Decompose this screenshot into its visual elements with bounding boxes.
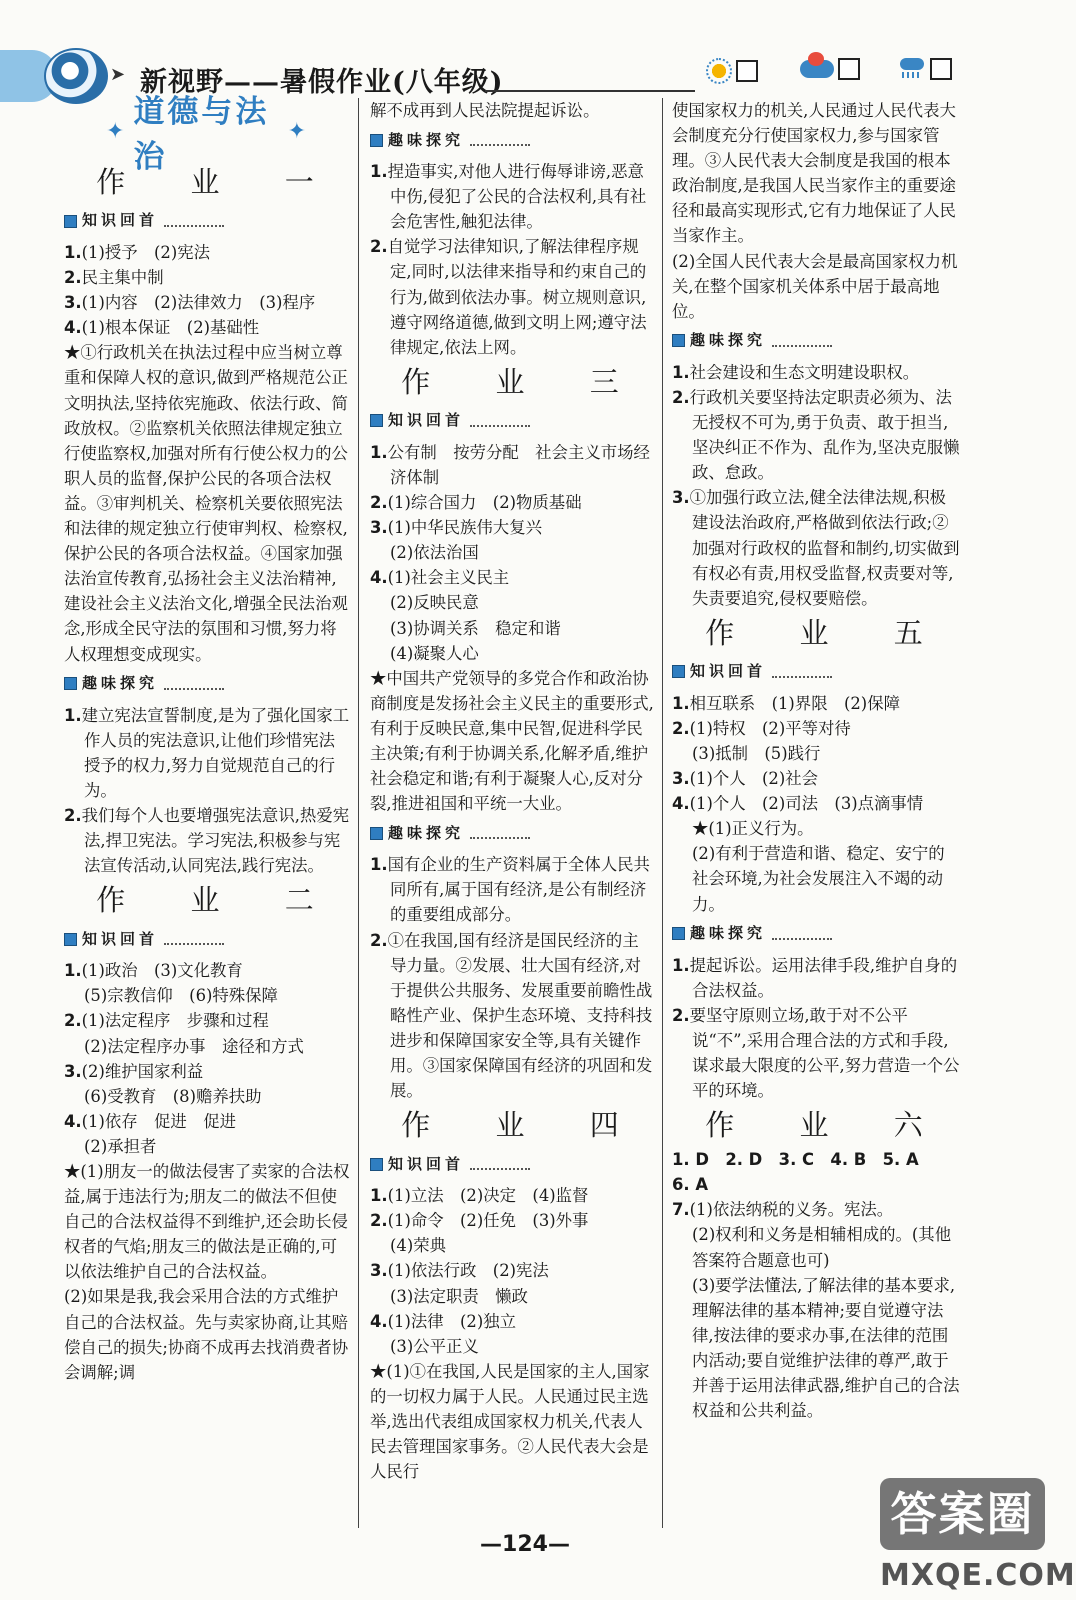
homework-title: 作 业 五 xyxy=(705,615,951,650)
header-title: 新视野——暑假作业(八年级) xyxy=(140,67,504,98)
answer-item: 7.(1)依法纳税的义务。宪法。 xyxy=(672,1200,894,1220)
star-answer: ★(1)正义行为。 xyxy=(692,819,814,839)
section-icon xyxy=(370,414,383,427)
answer-item: 4.(1)依存 促进 促进 xyxy=(64,1111,236,1131)
star-answer: ★(1)①在我国,人民是国家的主人,国家的一切权力属于人民。人民通过民主选举,选出代表组成国家权力机关,代表人民去管理国家事务。②人民代表大会是人民行 xyxy=(370,1361,650,1482)
checkbox-rain[interactable] xyxy=(930,58,952,80)
answer-subline: (2)依法治国 xyxy=(390,543,479,563)
homework-title: 作 业 四 xyxy=(401,1108,647,1143)
globe-logo-icon xyxy=(44,48,108,104)
answer-item: 2.我们每个人也要增强宪法意识,热爱宪法,捍卫宪法。学习宪法,积极参与宪法宣传活动,认同宪法,践行宪法。 xyxy=(64,805,350,876)
answer-item: 3.(1)依法行政 (2)宪法 xyxy=(370,1261,549,1281)
answer-item: 4.(1)根本保证 (2)基础性 xyxy=(64,318,260,338)
cloud-icon xyxy=(800,60,834,78)
answer-item: 1.(1)授予 (2)宪法 xyxy=(64,243,211,262)
weather-cloud xyxy=(800,58,860,80)
answer-subline: (2)权利和义务是相辅相成的。(其他答案符合题意也可) xyxy=(692,1225,952,1270)
watermark-logo xyxy=(880,1478,1076,1600)
answer-subline: (2)承担者 xyxy=(84,1136,157,1156)
column-divider xyxy=(358,98,359,1528)
homework-title: 作 业 二 xyxy=(96,883,342,918)
answer-subline: (3)公平正义 xyxy=(390,1336,479,1356)
weather-rain xyxy=(898,58,952,80)
answer-paragraph: 使国家权力的机关,人民通过人民代表大会制度充分行使国家权力,参与国家管理。③人民代表大会制度是我国的根本政治制度,是我国人民当家作主的重要途径和最高实现形式,它有力地保证了人民当家作主。 xyxy=(672,101,956,246)
checkbox-sun[interactable] xyxy=(736,60,758,82)
answer-item: 1.建立宪法宣誓制度,是为了强化国家工作人员的宪法意识,让他们珍惜宪法授予的权力,努力自觉规范自己的行为。 xyxy=(64,705,350,800)
answer-item: 3.①加强行政立法,健全法律法规,积极建设法治政府,严格做到依法行政;②加强对行政权的监督和制约,切实做到有权必有责,用权受监督,权责要对等,失责要追究,侵权要赔偿。 xyxy=(672,488,960,608)
answer-item: 4.(1)社会主义民主 xyxy=(370,568,510,588)
page-number: —124— xyxy=(480,1532,570,1557)
answer-item: 1.(1)立法 (2)决定 (4)监督 xyxy=(370,1186,589,1206)
multiple-choice-answers: 6. A xyxy=(672,1175,709,1195)
rain-icon xyxy=(898,58,926,80)
homework-title: 作 业 一 xyxy=(96,165,342,199)
answer-subline: (2)反映民意 xyxy=(390,593,479,613)
section-icon xyxy=(64,215,77,228)
answer-paragraph: 解不成再到人民法院提起诉讼。 xyxy=(370,101,600,120)
answer-item: 2.行政机关要坚持法定职责必须为、法无授权不可为,勇于负责、敢于担当,坚决纠正不作为、乱作为,坚决克服懒政、怠政。 xyxy=(672,387,960,483)
answer-paragraph: (2)全国人民代表大会是最高国家权力机关,在整个国家机关体系中居于最高地位。 xyxy=(672,251,958,321)
answer-subline: (3)法定职责 懒政 xyxy=(390,1286,528,1306)
answer-item: 1.(1)政治 (3)文化教育 xyxy=(64,961,243,981)
section-header: 知识回首 xyxy=(370,406,654,436)
subject-label: 道德与法治 xyxy=(133,94,270,175)
answer-item: 1.社会建设和生态文明建设职权。 xyxy=(672,362,920,382)
section-header: 趣味探究 xyxy=(672,326,960,356)
section-header: 知识回首 xyxy=(64,206,350,236)
section-icon xyxy=(672,334,685,347)
weather-sun xyxy=(706,58,758,84)
answer-subline: (3)要学法懂法,了解法律的基本要求,理解法律的基本精神;要自觉遵守法律,按法律的要求办事,在法律的范围内活动;要自觉维护法律的尊严,敢于并善于运用法律武器,维护自己的合法权益和公共利益。 xyxy=(692,1275,960,1421)
answer-item: 1.公有制 按劳分配 社会主义市场经济体制 xyxy=(370,442,650,487)
section-icon xyxy=(672,665,685,678)
section-icon xyxy=(64,677,77,690)
answer-item: 2.(1)特权 (2)平等对待 xyxy=(672,718,851,738)
column-2 xyxy=(370,98,654,1484)
section-icon xyxy=(370,827,383,840)
answer-subline: (3)抵制 (5)践行 xyxy=(692,743,821,763)
checkbox-cloud[interactable] xyxy=(838,58,860,80)
arrow-icon: ➤ xyxy=(110,64,126,85)
answer-subline: (4)凝聚人心 xyxy=(390,643,479,663)
star-icon: ✦ xyxy=(106,118,128,144)
header-rule xyxy=(485,90,695,92)
section-header: 趣味探究 xyxy=(672,919,960,949)
answer-item: 1.相互联系 (1)界限 (2)保障 xyxy=(672,693,900,713)
answer-item: 2.(1)综合国力 (2)物质基础 xyxy=(370,493,582,513)
answer-item: 1.国有企业的生产资料属于全体人民共同所有,属于国有经济,是公有制经济的重要组成部分。 xyxy=(370,855,650,925)
section-header: 趣味探究 xyxy=(370,818,654,848)
answer-item: 3.(1)中华民族伟大复兴 xyxy=(370,518,542,538)
section-icon xyxy=(370,1158,383,1171)
column-3 xyxy=(672,98,960,1423)
subject-title xyxy=(100,94,315,175)
sun-icon xyxy=(706,58,732,84)
multiple-choice-answers: 1. D 2. D 3. C 4. B 5. A xyxy=(672,1150,919,1170)
answer-item: 2.民主集中制 xyxy=(64,268,164,288)
answer-subline: (4)荣典 xyxy=(390,1236,446,1256)
answer-item: 4.(1)个人 (2)司法 (3)点滴事情 xyxy=(672,794,924,814)
answer-item: 2.①在我国,国有经济是国民经济的主导力量。②发展、壮大国有经济,对于提供公共服务、发展重要前瞻性战略性产业、保护生态环境、支持科技进步和保障国家安全等,具有关键作用。③国家保障国有经济的巩固和发展。 xyxy=(370,930,653,1101)
answer-item: 3.(1)内容 (2)法律效力 (3)程序 xyxy=(64,293,316,313)
answer-item: 4.(1)法律 (2)独立 xyxy=(370,1311,517,1331)
answer-item: 2.(1)命令 (2)任免 (3)外事 xyxy=(370,1211,589,1231)
section-icon xyxy=(672,927,685,940)
homework-title: 作 业 六 xyxy=(705,1108,951,1143)
answer-item: 1.捏造事实,对他人进行侮辱诽谤,恶意中伤,侵犯了公民的合法权利,具有社会危害性,触犯法律。 xyxy=(370,162,647,232)
star-icon: ✦ xyxy=(287,118,309,144)
section-header: 知识回首 xyxy=(64,924,350,954)
homework-title: 作 业 三 xyxy=(401,364,647,399)
answer-item: 3.(2)维护国家利益 xyxy=(64,1061,204,1081)
answer-item: 2.自觉学习法律知识,了解法律程序规定,同时,以法律来指导和约束自己的行为,做到依法办事。树立规则意识,遵守网络道德,做到文明上网;遵守法律规定,依法上网。 xyxy=(370,237,647,357)
answer-item: 2.(1)法定程序 步骤和过程 xyxy=(64,1011,269,1031)
watermark-text: 答案圈 xyxy=(880,1478,1045,1550)
column-divider xyxy=(662,98,663,1528)
answer-paragraph: (2)有利于营造和谐、稳定、安宁的社会环境,为社会发展注入不竭的动力。 xyxy=(692,844,945,914)
answer-item: 2.要坚守原则立场,敢于对不公平说“不”,采用合理合法的方式和手段,谋求最大限度的公平,努力营造一个公平的环境。 xyxy=(672,1005,960,1101)
section-header: 趣味探究 xyxy=(64,669,350,699)
answer-subline: (2)法定程序办事 途径和方式 xyxy=(84,1036,304,1056)
answer-item: 3.(1)个人 (2)社会 xyxy=(672,769,819,789)
column-1 xyxy=(64,160,350,1385)
watermark-url: MXQE.COM xyxy=(880,1558,1076,1593)
star-answer: ★①行政机关在执法过程中应当树立尊重和保障人权的意识,做到严格规范公正文明执法,坚持依宪施政、依法行政、简政放权。②监察机关依照法律规定独立行使监察权,加强对所有行使公权力的公职人员的监督,保护公民的各项合法权益。③审判机关、检察机关要依照宪法和法律的规定独立行使审判权、检察权,保护公民的各项合法权益。④国家加强法治宣传教育,弘扬社会主义法治精神,建设社会主义法治文化,增强全民法治观念,形成全民守法的氛围和习惯,努力将人权理想变成现实。 xyxy=(64,343,348,664)
answer-item: 1.提起诉讼。运用法律手段,维护自身的合法权益。 xyxy=(672,955,958,1000)
answer-subline: (6)受教育 (8)赡养扶助 xyxy=(84,1086,262,1106)
answer-subline: (3)协调关系 稳定和谐 xyxy=(390,618,561,638)
section-icon xyxy=(64,933,77,946)
section-icon xyxy=(370,134,383,147)
answer-paragraph: (2)如果是我,我会采用合法的方式维护自己的合法权益。先与卖家协商,让其赔偿自己的损失;协商不成再去找消费者协会调解;调 xyxy=(64,1287,349,1382)
section-header: 知识回首 xyxy=(370,1149,654,1179)
star-answer: ★中国共产党领导的多党合作和政治协商制度是发扬社会主义民主的重要形式,有利于反映民意,集中民智,促进科学民主决策;有利于协调关系,化解矛盾,维护社会稳定和谐;有利于凝聚人心,反对分裂,推进祖国和平统一大业。 xyxy=(370,668,654,814)
answer-subline: (5)宗教信仰 (6)特殊保障 xyxy=(84,986,278,1006)
section-header: 趣味探究 xyxy=(370,125,654,155)
section-header: 知识回首 xyxy=(672,657,960,687)
star-answer: ★(1)朋友一的做法侵害了卖家的合法权益,属于违法行为;朋友二的做法不但使自己的合法权益得不到维护,还会助长侵权者的气焰;朋友三的做法是正确的,可以依法维护自己的合法权益。 xyxy=(64,1162,350,1282)
